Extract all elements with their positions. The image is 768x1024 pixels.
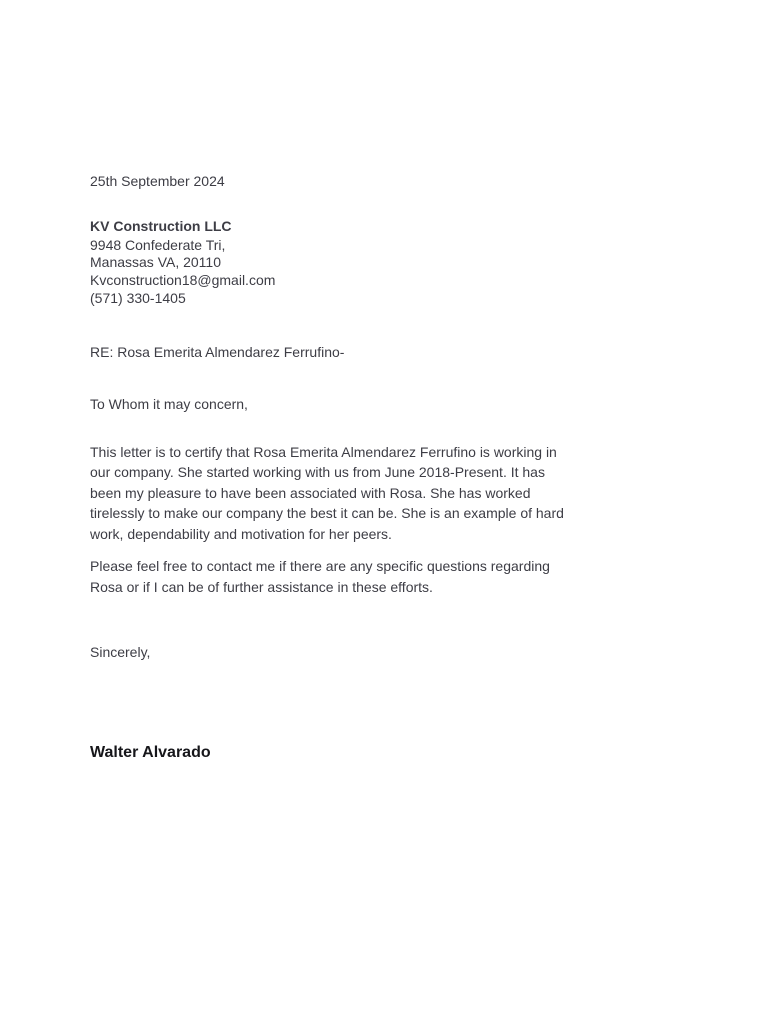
company-name: KV Construction LLC — [90, 218, 232, 234]
signer-name: Walter Alvarado — [90, 744, 211, 762]
letter-page — [90, 172, 570, 763]
company-phone: (571) 330-1405 — [90, 289, 186, 306]
body-paragraph-1: This letter is to certify that Rosa Emerita Almendarez Ferrufino is working in our company. She started working with us from June 2018-Present. It has been my pleasure to have been associated with Rosa. She has worked tirelessly to make our company the best it can be. She is an example of hard work, dependability and motivation for her peers. — [90, 443, 564, 542]
subject-line: RE: Rosa Emerita Almendarez Ferrufino- — [90, 343, 345, 360]
body-paragraph-2: Please feel free to contact me if there are any specific questions regarding Rosa or if I can be of further assistance in these efforts. — [90, 558, 550, 595]
closing: Sincerely, — [90, 644, 151, 661]
company-address-line1: 9948 Confederate Tri, — [90, 236, 226, 253]
company-address-line2: Manassas VA, 20110 — [90, 254, 222, 271]
company-email: Kvconstruction18@gmail.com — [90, 272, 276, 289]
letter-date: 25th September 2024 — [90, 173, 225, 189]
salutation: To Whom it may concern, — [90, 395, 248, 412]
company-block — [90, 218, 570, 308]
